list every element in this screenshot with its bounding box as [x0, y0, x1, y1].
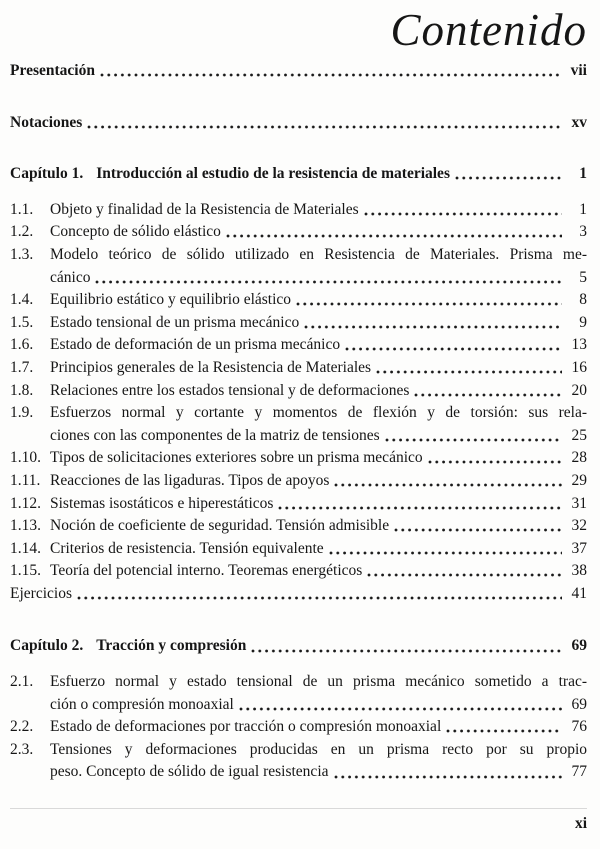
- item-number: 1.1.: [10, 200, 34, 218]
- item-body: [50, 515, 587, 538]
- toc-item: [10, 716, 587, 739]
- page-number: 1: [579, 165, 587, 183]
- item-body: [50, 470, 587, 493]
- chapter-label: Capítulo 2.: [10, 637, 84, 655]
- item-last-line: [50, 470, 587, 493]
- toc-item: [10, 560, 587, 583]
- toc-item: [10, 635, 587, 658]
- item-body: [50, 538, 587, 561]
- page-number: 1: [579, 200, 587, 218]
- dot-leader: [77, 583, 562, 606]
- item-body: [50, 312, 587, 335]
- chapter-label: Capítulo 1.: [10, 165, 84, 183]
- page-number: 20: [571, 381, 587, 399]
- item-last-line: [50, 538, 587, 561]
- item-body: [50, 560, 587, 583]
- item-text: Relaciones entre los estados tensional y de deformaciones: [50, 381, 410, 399]
- item-text-line: Tensiones y deformaciones producidas en un prisma recto por su propio: [50, 740, 587, 758]
- chapter-title: Tracción y compresión: [96, 637, 247, 655]
- item-last-line: [50, 289, 587, 312]
- item-number: 1.6.: [10, 336, 34, 354]
- item-body: [50, 380, 587, 403]
- item-number: 1.5.: [10, 313, 34, 331]
- item-last-line: [50, 312, 587, 335]
- item-number: 1.13.: [10, 517, 41, 535]
- item-text: ciones con las componentes de la matriz de tensiones: [50, 426, 380, 444]
- item-text: Noción de coeficiente de seguridad. Tensión admisible: [50, 517, 390, 535]
- item-body: [50, 493, 587, 516]
- item-number: 1.9.: [10, 404, 34, 422]
- toc-item: [10, 357, 587, 380]
- item-number: 1.11.: [10, 471, 41, 489]
- toc-item: [10, 538, 587, 561]
- dot-leader: [239, 694, 562, 717]
- page-number: xv: [571, 113, 587, 131]
- toc-item: [10, 583, 587, 606]
- item-body: [50, 357, 587, 380]
- item-last-line: [50, 199, 587, 222]
- toc-item: [10, 163, 587, 186]
- toc-item: [10, 199, 587, 222]
- page-number: 69: [571, 637, 587, 655]
- item-last-line: [50, 221, 587, 244]
- item-text: Concepto de sólido elástico: [50, 223, 221, 241]
- item-body: [50, 289, 587, 312]
- item-label: Notaciones: [10, 113, 83, 131]
- item-body: [50, 334, 587, 357]
- item-number: 1.14.: [10, 539, 41, 557]
- toc-item: [10, 380, 587, 403]
- item-text-line: Esfuerzo normal y estado tensional de un prisma mecánico sometido a trac-: [50, 673, 587, 691]
- page-number: 8: [579, 291, 587, 309]
- item-text: Estado tensional de un prisma mecánico: [50, 313, 300, 331]
- dot-leader: [428, 447, 562, 470]
- toc-item: [10, 470, 587, 493]
- item-number: 1.3.: [10, 245, 34, 263]
- toc-item: [10, 739, 587, 784]
- page-number: 16: [571, 358, 587, 376]
- item-text: Objeto y finalidad de la Resistencia de Materiales: [50, 200, 359, 218]
- toc-item: [10, 112, 587, 135]
- page-number: 37: [571, 539, 587, 557]
- item-text: peso. Concepto de sólido de igual resistencia: [50, 763, 329, 781]
- item-text: Sistemas isostáticos e hiperestáticos: [50, 494, 274, 512]
- dot-leader: [367, 560, 562, 583]
- item-text: ción o compresión monoaxial: [50, 695, 234, 713]
- item-last-line: [50, 560, 587, 583]
- page-number: 3: [579, 223, 587, 241]
- item-text-line: Modelo teórico de sólido utilizado en Resistencia de Materiales. Prisma me-: [50, 245, 587, 263]
- item-last-line: [50, 380, 587, 403]
- item-label: Ejercicios: [10, 584, 72, 602]
- item-last-line: [50, 447, 587, 470]
- item-last-line: [50, 425, 587, 448]
- item-number: 2.2.: [10, 718, 34, 736]
- dot-leader: [455, 163, 562, 186]
- page-number: 9: [579, 313, 587, 331]
- item-text: Estado de deformación de un prisma mecánico: [50, 336, 341, 354]
- item-text: Teoría del potencial interno. Teoremas energéticos: [50, 562, 363, 580]
- item-text: Reacciones de las ligaduras. Tipos de apoyos: [50, 471, 330, 489]
- item-last-line: [50, 716, 587, 739]
- page-number: 25: [571, 426, 587, 444]
- item-number: 1.12.: [10, 494, 41, 512]
- dot-leader: [304, 312, 562, 335]
- page-number: 13: [571, 336, 587, 354]
- page-number: 5: [579, 268, 587, 286]
- item-body: [50, 402, 587, 447]
- item-number: 1.10.: [10, 449, 41, 467]
- item-last-line: [50, 694, 587, 717]
- page-number: 29: [571, 471, 587, 489]
- toc-item: [10, 244, 587, 289]
- item-last-line: [50, 357, 587, 380]
- toc-item: [10, 447, 587, 470]
- toc-item: [10, 671, 587, 716]
- item-last-line: [50, 334, 587, 357]
- toc-item: [10, 60, 587, 83]
- item-body: [50, 244, 587, 289]
- dot-leader: [329, 538, 562, 561]
- page-number: 38: [571, 562, 587, 580]
- page-number: vii: [570, 62, 587, 79]
- toc-item: [10, 289, 587, 312]
- page-number: 69: [571, 695, 587, 713]
- toc-item: [10, 493, 587, 516]
- dot-leader: [414, 380, 562, 403]
- item-number: 1.8.: [10, 381, 34, 399]
- item-number: 1.4.: [10, 291, 34, 309]
- toc-item: [10, 515, 587, 538]
- page-number: 32: [571, 517, 587, 535]
- item-body: [50, 447, 587, 470]
- page-footer: [10, 808, 587, 835]
- page-number: 77: [571, 763, 587, 781]
- page-number: 76: [571, 718, 587, 736]
- item-number: 2.3.: [10, 740, 34, 758]
- item-text: Equilibrio estático y equilibrio elástico: [50, 291, 292, 309]
- dot-leader: [385, 425, 562, 448]
- item-body: [50, 199, 587, 222]
- item-text: cánico: [50, 268, 91, 286]
- dot-leader: [251, 635, 562, 658]
- dot-leader: [95, 267, 562, 290]
- dot-leader: [100, 60, 562, 83]
- item-text: Principios generales de la Resistencia de Materiales: [50, 358, 372, 376]
- dot-leader: [364, 199, 562, 222]
- item-text-line: Esfuerzos normal y cortante y momentos de flexión y de torsión: sus rela-: [50, 404, 587, 422]
- dot-leader: [376, 357, 562, 380]
- dot-leader: [446, 716, 562, 739]
- dot-leader: [296, 289, 562, 312]
- item-number: 1.7.: [10, 358, 34, 376]
- toc-item: [10, 312, 587, 335]
- toc-list: [10, 60, 587, 784]
- item-label: Presentación: [10, 62, 95, 79]
- item-text: Tipos de solicitaciones exteriores sobre un prisma mecánico: [50, 449, 423, 467]
- dot-leader: [226, 221, 562, 244]
- footer-rule: [10, 808, 587, 809]
- page-number: 31: [571, 494, 587, 512]
- item-body: [50, 716, 587, 739]
- item-body: [50, 671, 587, 716]
- item-body: [50, 739, 587, 784]
- item-last-line: [50, 267, 587, 290]
- dot-leader: [278, 493, 562, 516]
- dot-leader: [334, 470, 562, 493]
- toc-item: [10, 334, 587, 357]
- chapter-title: Introducción al estudio de la resistencia de materiales: [96, 165, 450, 183]
- dot-leader: [345, 334, 562, 357]
- item-last-line: [50, 493, 587, 516]
- item-text: Criterios de resistencia. Tensión equivalente: [50, 539, 324, 557]
- item-number: 1.15.: [10, 562, 41, 580]
- dot-leader: [334, 761, 562, 784]
- item-number: 2.1.: [10, 673, 34, 691]
- item-last-line: [50, 515, 587, 538]
- dot-leader: [87, 112, 562, 135]
- page-number: 28: [571, 449, 587, 467]
- page-number: 41: [571, 584, 587, 602]
- toc-item: [10, 402, 587, 447]
- page-title: Contenido: [390, 5, 587, 55]
- item-last-line: [50, 761, 587, 784]
- item-body: [50, 221, 587, 244]
- toc-item: [10, 221, 587, 244]
- item-text: Estado de deformaciones por tracción o compresión monoaxial: [50, 718, 442, 736]
- folio-page-number: xi: [574, 815, 587, 832]
- item-number: 1.2.: [10, 223, 34, 241]
- dot-leader: [394, 515, 562, 538]
